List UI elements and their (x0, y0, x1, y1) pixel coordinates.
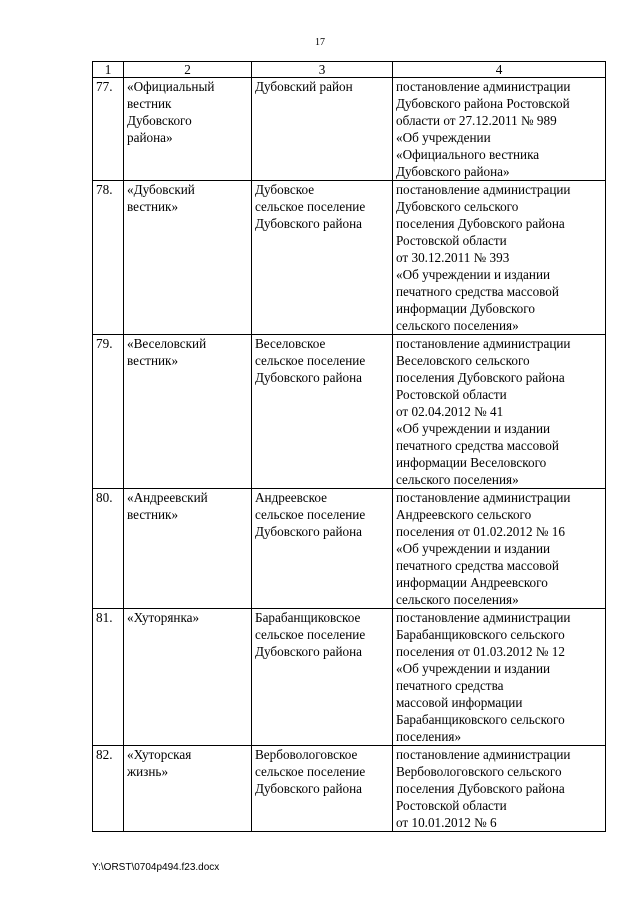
cell-line: Веселовского сельского (396, 353, 530, 368)
cell-line: печатного средства массовой (396, 284, 559, 299)
cell-line: Дубовского района (255, 644, 363, 659)
cell-line: поселения Дубовского района (396, 216, 565, 231)
territory-cell (252, 489, 393, 609)
cell-line: Дубовское (255, 182, 315, 197)
column-header-1: 1 (93, 62, 124, 78)
cell-line: сельское поселение (255, 199, 366, 214)
cell-line: района» (127, 130, 173, 145)
cell-line: информации Андреевского (396, 575, 548, 590)
cell-line: печатного средства массовой (396, 558, 559, 573)
cell-line: поселения от 01.03.2012 № 12 (396, 644, 565, 659)
cell-line: «Веселовский (127, 336, 207, 351)
territory-cell (252, 181, 393, 335)
cell-line: Дубовского района Ростовской (396, 96, 570, 111)
table-row (93, 78, 606, 181)
cell-line: Дубовского района (255, 216, 363, 231)
cell-line: поселения» (396, 729, 462, 744)
row-number-cell: 80. (93, 489, 124, 609)
cell-line: информации Дубовского (396, 301, 535, 316)
cell-line: Дубовского района (255, 370, 363, 385)
cell-line: сельского поселения» (396, 592, 519, 607)
row-number-cell: 77. (93, 78, 124, 181)
cell-line: «Андреевский (127, 490, 208, 505)
table-row (93, 609, 606, 746)
cell-line: области от 27.12.2011 № 989 (396, 113, 557, 128)
cell-line: Вербовологовского сельского (396, 764, 562, 779)
cell-line: поселения Дубовского района (396, 370, 565, 385)
row-number-cell: 79. (93, 335, 124, 489)
publication-name-cell (124, 609, 252, 746)
cell-line: поселения от 01.02.2012 № 16 (396, 524, 565, 539)
cell-line: постановление администрации (396, 747, 571, 762)
cell-line: жизнь» (127, 764, 169, 779)
cell-line: поселения Дубовского района (396, 781, 565, 796)
cell-line: печатного средства массовой (396, 438, 559, 453)
cell-line: массовой информации (396, 695, 523, 710)
table-header-row (93, 62, 606, 78)
row-number-cell: 82. (93, 746, 124, 832)
cell-line: информации Веселовского (396, 455, 547, 470)
territory-cell (252, 746, 393, 832)
cell-line: Дубовский район (255, 79, 353, 94)
cell-line: сельское поселение (255, 507, 366, 522)
cell-line: от 30.12.2011 № 393 (396, 250, 510, 265)
table-row (93, 746, 606, 832)
registry-table (92, 61, 606, 832)
publication-name-cell (124, 181, 252, 335)
row-number-cell: 78. (93, 181, 124, 335)
cell-line: «Официального вестника (396, 147, 540, 162)
row-number-cell: 81. (93, 609, 124, 746)
cell-line: от 10.01.2012 № 6 (396, 815, 497, 830)
cell-line: Вербовологовское (255, 747, 358, 762)
cell-line: «Официальный (127, 79, 215, 94)
publication-name-cell (124, 489, 252, 609)
cell-line: постановление администрации (396, 610, 571, 625)
cell-line: «Об учреждении и издании (396, 661, 551, 676)
cell-line: «Дубовский (127, 182, 195, 197)
table-row (93, 489, 606, 609)
cell-line: Барабанщиковского сельского (396, 627, 565, 642)
cell-line: вестник (127, 96, 172, 111)
founding-document-cell (393, 78, 606, 181)
cell-line: Дубовского района (255, 781, 363, 796)
cell-line: постановление администрации (396, 336, 571, 351)
cell-line: Дубовского района» (396, 164, 510, 179)
cell-line: «Об учреждении (396, 130, 491, 145)
cell-line: «Об учреждении и издании (396, 267, 551, 282)
publication-name-cell (124, 746, 252, 832)
cell-line: постановление администрации (396, 490, 571, 505)
territory-cell (252, 609, 393, 746)
founding-document-cell (393, 489, 606, 609)
column-header-3: 3 (252, 62, 393, 78)
cell-line: сельское поселение (255, 764, 366, 779)
cell-line: вестник» (127, 507, 179, 522)
cell-line: Дубовского (127, 113, 192, 128)
cell-line: вестник» (127, 199, 179, 214)
cell-line: от 02.04.2012 № 41 (396, 404, 504, 419)
table-row (93, 335, 606, 489)
founding-document-cell (393, 181, 606, 335)
cell-line: Веселовское (255, 336, 326, 351)
cell-line: постановление администрации (396, 79, 571, 94)
cell-line: сельское поселение (255, 627, 366, 642)
cell-line: вестник» (127, 353, 179, 368)
cell-line: Ростовской области (396, 798, 507, 813)
cell-line: постановление администрации (396, 182, 571, 197)
cell-line: сельское поселение (255, 353, 366, 368)
founding-document-cell (393, 335, 606, 489)
cell-line: «Об учреждении и издании (396, 541, 551, 556)
cell-line: Ростовской области (396, 233, 507, 248)
territory-cell (252, 78, 393, 181)
cell-line: печатного средства (396, 678, 504, 693)
cell-line: «Об учреждении и издании (396, 421, 551, 436)
table-row (93, 181, 606, 335)
page-number: 17 (315, 37, 325, 48)
cell-line: сельского поселения» (396, 318, 519, 333)
cell-line: Андреевское (255, 490, 327, 505)
cell-line: Дубовского сельского (396, 199, 519, 214)
file-path-footer: Y:\ORST\0704p494.f23.docx (92, 862, 220, 873)
table-body (93, 78, 606, 832)
cell-line: Барабанщиковского сельского (396, 712, 565, 727)
column-header-4: 4 (393, 62, 606, 78)
cell-line: Барабанщиковское (255, 610, 361, 625)
cell-line: сельского поселения» (396, 472, 519, 487)
founding-document-cell (393, 746, 606, 832)
publication-name-cell (124, 335, 252, 489)
cell-line: Ростовской области (396, 387, 507, 402)
cell-line: Дубовского района (255, 524, 363, 539)
cell-line: «Хуторянка» (127, 610, 200, 625)
cell-line: «Хуторская (127, 747, 192, 762)
cell-line: Андреевского сельского (396, 507, 532, 522)
territory-cell (252, 335, 393, 489)
publication-name-cell (124, 78, 252, 181)
column-header-2: 2 (124, 62, 252, 78)
founding-document-cell (393, 609, 606, 746)
